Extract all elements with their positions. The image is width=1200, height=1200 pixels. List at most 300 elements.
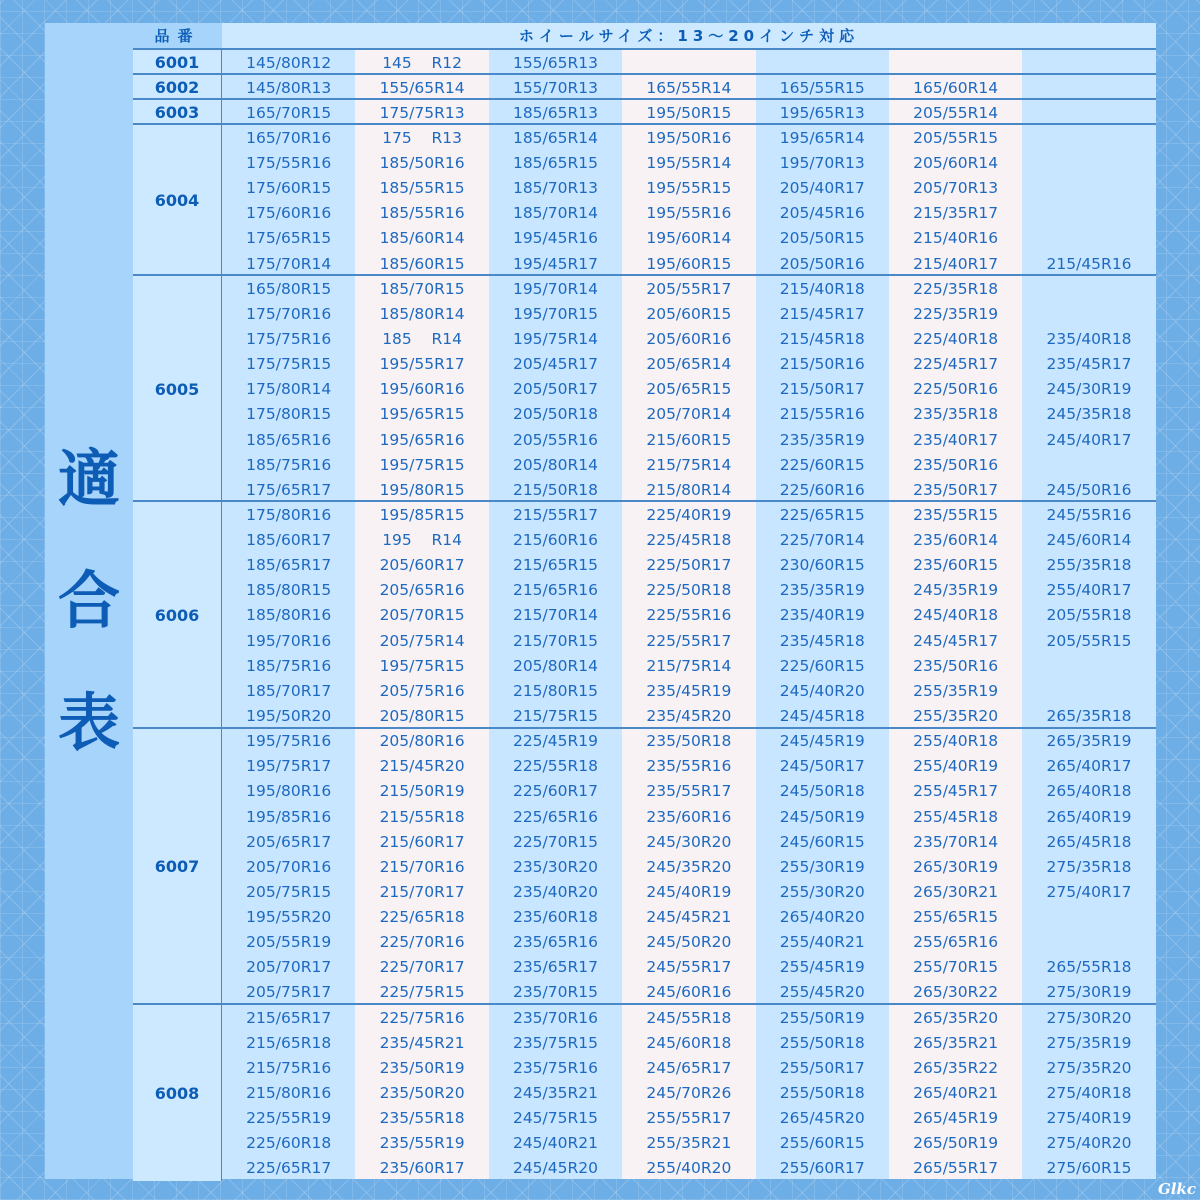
tire-size-cell: 235/60R18 bbox=[512, 908, 598, 927]
tire-size-cell: 265/35R22 bbox=[913, 1058, 999, 1077]
tire-size-cell: 255/35R18 bbox=[1046, 556, 1132, 575]
tire-size-cell: 255/55R17 bbox=[646, 1109, 732, 1128]
tire-size-cell: 235/60R14 bbox=[913, 531, 999, 550]
table-row bbox=[222, 980, 1156, 1005]
tire-size-cell: 235/40R20 bbox=[512, 882, 598, 901]
tire-size-cell: 225/60R18 bbox=[246, 1134, 332, 1153]
model-number: 6004 bbox=[133, 125, 222, 276]
tire-size-cell: 225/55R19 bbox=[246, 1109, 332, 1128]
tire-size-cell bbox=[889, 50, 1022, 75]
tire-size-cell bbox=[1022, 50, 1155, 75]
table-row bbox=[222, 678, 1156, 703]
tire-size-cell: 205/40R17 bbox=[779, 179, 865, 198]
tire-size-cell: 215/55R18 bbox=[379, 807, 465, 826]
tire-size-cell: 235/40R19 bbox=[779, 606, 865, 625]
tire-size-cell: 225/35R19 bbox=[913, 304, 999, 323]
tire-size-cell: 185/70R17 bbox=[246, 681, 332, 700]
tire-size-cell: 215/60R15 bbox=[646, 430, 732, 449]
tire-size-cell: 185/70R14 bbox=[512, 204, 598, 223]
tire-size-cell: 235/40R18 bbox=[1046, 330, 1132, 349]
model-number: 6005 bbox=[133, 276, 222, 502]
tire-size-cell: 215/55R17 bbox=[512, 505, 598, 524]
table-row bbox=[222, 226, 1156, 251]
tire-size-cell: 225/60R15 bbox=[779, 455, 865, 474]
tire-size-cell: 265/40R20 bbox=[779, 908, 865, 927]
tire-size-cell: 175/80R14 bbox=[246, 380, 332, 399]
tire-size-cell: 175/70R14 bbox=[246, 254, 332, 273]
tire-size-cell: 205/55R17 bbox=[646, 279, 732, 298]
compatibility-table bbox=[133, 23, 1156, 1179]
tire-size-cell: 225/60R16 bbox=[779, 480, 865, 499]
tire-size-cell: 205/55R19 bbox=[246, 933, 332, 952]
table-row bbox=[222, 553, 1156, 578]
tire-size-cell: 205/70R16 bbox=[246, 857, 332, 876]
tire-size-cell: 145/80R13 bbox=[246, 78, 332, 97]
tire-size-cell: 235/55R16 bbox=[646, 757, 732, 776]
tire-size-cell: 225/40R19 bbox=[646, 505, 732, 524]
tire-size-cell: 205/70R13 bbox=[913, 179, 999, 198]
tire-size-cell: 215/80R16 bbox=[246, 1084, 332, 1103]
tire-size-cell: 205/80R15 bbox=[379, 707, 465, 726]
tire-size-cell: 145 R12 bbox=[382, 53, 462, 72]
table-row bbox=[222, 151, 1156, 176]
tire-size-cell: 195/65R16 bbox=[379, 430, 465, 449]
tire-size-cell: 275/35R18 bbox=[1046, 857, 1132, 876]
tire-size-cell: 235/35R19 bbox=[779, 430, 865, 449]
brand-logo: Glkc bbox=[1157, 1180, 1196, 1198]
tire-size-cell: 275/35R19 bbox=[1046, 1033, 1132, 1052]
tire-size-cell: 275/40R20 bbox=[1046, 1134, 1132, 1153]
tire-size-cell: 225/75R16 bbox=[379, 1008, 465, 1027]
tire-size-cell: 165/80R15 bbox=[246, 279, 332, 298]
tire-size-cell: 195/60R15 bbox=[646, 254, 732, 273]
tire-size-cell: 195/50R20 bbox=[246, 707, 332, 726]
tire-size-cell: 255/40R17 bbox=[1046, 581, 1132, 600]
tire-size-cell: 225/35R18 bbox=[913, 279, 999, 298]
tire-size-cell: 195/55R15 bbox=[646, 179, 732, 198]
tire-size-cell: 215/50R18 bbox=[512, 480, 598, 499]
table-row bbox=[222, 477, 1156, 502]
tire-size-cell: 225/70R15 bbox=[512, 832, 598, 851]
tire-size-cell: 205/80R16 bbox=[379, 732, 465, 751]
tire-size-cell: 215/75R15 bbox=[512, 707, 598, 726]
tire-size-cell: 255/40R19 bbox=[913, 757, 999, 776]
tire-size-cell: 165/55R14 bbox=[646, 78, 732, 97]
tire-size-cell bbox=[1022, 452, 1155, 477]
tire-size-cell: 255/45R18 bbox=[913, 807, 999, 826]
tire-size-cell: 215/45R18 bbox=[779, 330, 865, 349]
tire-size-cell: 235/50R19 bbox=[379, 1058, 465, 1077]
tire-size-cell: 195/75R15 bbox=[379, 455, 465, 474]
model-column-header: 品番 bbox=[133, 23, 222, 48]
tire-size-cell: 275/30R19 bbox=[1046, 983, 1132, 1002]
tire-size-cell: 235/75R16 bbox=[512, 1058, 598, 1077]
tire-size-cell: 275/40R17 bbox=[1046, 882, 1132, 901]
tire-size-cell: 215/60R17 bbox=[379, 832, 465, 851]
tire-size-cell: 155/70R13 bbox=[512, 78, 598, 97]
tire-size-cell: 185/65R15 bbox=[512, 154, 598, 173]
page-title bbox=[45, 23, 133, 1179]
tire-size-cell: 195 R14 bbox=[382, 531, 462, 550]
tire-size-cell: 245/40R18 bbox=[913, 606, 999, 625]
model-number: 6007 bbox=[133, 729, 222, 1005]
tire-size-cell: 215/75R14 bbox=[646, 455, 732, 474]
table-row bbox=[222, 125, 1156, 150]
tire-size-cell: 230/60R15 bbox=[779, 556, 865, 575]
tire-size-cell: 205/45R17 bbox=[512, 355, 598, 374]
tire-size-cell bbox=[1022, 678, 1155, 703]
tire-size-cell: 235/60R17 bbox=[379, 1159, 465, 1178]
tire-size-cell: 205/80R14 bbox=[512, 656, 598, 675]
tire-size-cell: 255/70R15 bbox=[913, 958, 999, 977]
tire-size-cell: 235/45R19 bbox=[646, 681, 732, 700]
tire-size-cell: 215/40R16 bbox=[913, 229, 999, 248]
tire-size-cell: 205/55R16 bbox=[512, 430, 598, 449]
tire-size-cell: 255/50R18 bbox=[779, 1084, 865, 1103]
tire-size-cell: 235/50R20 bbox=[379, 1084, 465, 1103]
tire-size-cell: 145/80R12 bbox=[246, 53, 332, 72]
tire-size-cell: 165/55R15 bbox=[779, 78, 865, 97]
tire-size-cell: 225/45R18 bbox=[646, 531, 732, 550]
tire-size-cell: 215/65R18 bbox=[246, 1033, 332, 1052]
tire-size-cell: 215/50R16 bbox=[779, 355, 865, 374]
tire-size-cell: 175/55R16 bbox=[246, 154, 332, 173]
tire-size-cell: 185/70R13 bbox=[512, 179, 598, 198]
tire-size-cell: 225/60R17 bbox=[512, 782, 598, 801]
tire-size-cell: 225/70R14 bbox=[779, 531, 865, 550]
table-row bbox=[222, 578, 1156, 603]
tire-size-cell: 215/75R14 bbox=[646, 656, 732, 675]
table-row bbox=[222, 1106, 1156, 1131]
tire-size-cell: 225/50R16 bbox=[913, 380, 999, 399]
tire-size-cell: 215/55R16 bbox=[779, 405, 865, 424]
tire-size-cell: 215/70R16 bbox=[379, 857, 465, 876]
tire-size-cell: 235/35R19 bbox=[779, 581, 865, 600]
tire-size-cell: 245/60R15 bbox=[779, 832, 865, 851]
table-row bbox=[222, 1030, 1156, 1055]
tire-size-cell: 215/80R14 bbox=[646, 480, 732, 499]
tire-size-cell: 245/45R19 bbox=[779, 732, 865, 751]
tire-size-cell: 215/50R19 bbox=[379, 782, 465, 801]
tire-size-cell: 195/75R17 bbox=[246, 757, 332, 776]
model-group bbox=[133, 1003, 1156, 1181]
tire-size-cell: 265/55R18 bbox=[1046, 958, 1132, 977]
tire-size-cell bbox=[1022, 226, 1155, 251]
tire-size-cell: 225/65R15 bbox=[779, 505, 865, 524]
tire-size-cell: 225/40R18 bbox=[913, 330, 999, 349]
table-row bbox=[222, 301, 1156, 326]
tire-size-cell: 245/45R18 bbox=[779, 707, 865, 726]
tire-size-cell: 245/55R18 bbox=[646, 1008, 732, 1027]
tire-size-cell: 225/45R19 bbox=[512, 732, 598, 751]
model-group bbox=[133, 73, 1156, 100]
tire-size-cell: 205/75R15 bbox=[246, 882, 332, 901]
tire-size-cell: 265/55R17 bbox=[913, 1159, 999, 1178]
table-row bbox=[222, 955, 1156, 980]
tire-size-cell: 195/55R16 bbox=[646, 204, 732, 223]
tire-size-cell: 205/60R16 bbox=[646, 330, 732, 349]
table-row bbox=[222, 1005, 1156, 1030]
tire-size-cell: 195/70R14 bbox=[512, 279, 598, 298]
tire-size-cell: 255/30R19 bbox=[779, 857, 865, 876]
tire-size-cell: 245/40R20 bbox=[779, 681, 865, 700]
table-row bbox=[222, 427, 1156, 452]
tire-size-cell: 255/65R16 bbox=[913, 933, 999, 952]
tire-size-cell: 205/50R15 bbox=[779, 229, 865, 248]
tire-size-cell: 215/45R17 bbox=[779, 304, 865, 323]
tire-size-cell: 255/45R19 bbox=[779, 958, 865, 977]
tire-size-cell: 185/50R16 bbox=[379, 154, 465, 173]
tire-size-cell: 185/55R16 bbox=[379, 204, 465, 223]
tire-size-cell: 265/40R19 bbox=[1046, 807, 1132, 826]
tire-size-cell: 215/40R17 bbox=[913, 254, 999, 273]
tire-size-cell: 255/50R19 bbox=[779, 1008, 865, 1027]
tire-size-cell: 235/70R16 bbox=[512, 1008, 598, 1027]
tire-size-cell: 195/70R16 bbox=[246, 631, 332, 650]
title-char-1: 適 bbox=[57, 442, 120, 515]
tire-size-cell: 155/65R13 bbox=[512, 53, 598, 72]
tire-size-cell: 245/45R20 bbox=[512, 1159, 598, 1178]
tire-size-cell: 205/70R14 bbox=[646, 405, 732, 424]
tire-size-cell: 255/40R18 bbox=[913, 732, 999, 751]
tire-size-cell: 235/35R18 bbox=[913, 405, 999, 424]
tire-size-cell: 205/80R14 bbox=[512, 455, 598, 474]
tire-size-cell: 175/65R17 bbox=[246, 480, 332, 499]
table-row bbox=[222, 879, 1156, 904]
tire-size-cell: 215/70R17 bbox=[379, 882, 465, 901]
tire-size-cell: 235/65R16 bbox=[512, 933, 598, 952]
table-row bbox=[222, 75, 1156, 100]
tire-size-cell: 235/60R16 bbox=[646, 807, 732, 826]
tire-size-cell: 235/55R18 bbox=[379, 1109, 465, 1128]
tire-size-cell: 245/35R19 bbox=[913, 581, 999, 600]
tire-size-cell: 275/40R18 bbox=[1046, 1084, 1132, 1103]
tire-size-cell: 215/65R16 bbox=[512, 581, 598, 600]
tire-size-cell: 265/45R18 bbox=[1046, 832, 1132, 851]
tire-size-cell: 195/80R15 bbox=[379, 480, 465, 499]
tire-size-cell: 215/35R17 bbox=[913, 204, 999, 223]
tire-size-cell: 195/85R16 bbox=[246, 807, 332, 826]
tire-size-cell: 205/60R14 bbox=[913, 154, 999, 173]
table-row bbox=[222, 502, 1156, 527]
tire-size-cell: 265/50R19 bbox=[913, 1134, 999, 1153]
tire-size-cell: 245/55R17 bbox=[646, 958, 732, 977]
tire-size-cell: 225/65R16 bbox=[512, 807, 598, 826]
tire-size-cell: 195/65R14 bbox=[779, 128, 865, 147]
table-row bbox=[222, 1055, 1156, 1080]
tire-size-cell: 205/65R17 bbox=[246, 832, 332, 851]
tire-size-cell: 185/60R17 bbox=[246, 531, 332, 550]
tire-size-cell: 215/70R14 bbox=[512, 606, 598, 625]
tire-size-cell: 255/40R20 bbox=[646, 1159, 732, 1178]
tire-size-cell: 245/70R26 bbox=[646, 1084, 732, 1103]
tire-size-cell: 175/75R13 bbox=[379, 103, 465, 122]
title-char-2: 合 bbox=[57, 564, 120, 637]
tire-size-cell: 215/80R15 bbox=[512, 681, 598, 700]
tire-size-cell: 175/80R16 bbox=[246, 505, 332, 524]
tire-size-cell: 265/35R21 bbox=[913, 1033, 999, 1052]
tire-size-cell: 215/40R18 bbox=[779, 279, 865, 298]
tire-size-cell: 235/45R18 bbox=[779, 631, 865, 650]
tire-size-cell: 195/50R15 bbox=[646, 103, 732, 122]
tire-size-cell: 215/70R15 bbox=[512, 631, 598, 650]
model-number: 6006 bbox=[133, 502, 222, 728]
tire-size-cell: 265/35R20 bbox=[913, 1008, 999, 1027]
table-row bbox=[222, 779, 1156, 804]
tire-size-cell: 195/55R14 bbox=[646, 154, 732, 173]
tire-size-cell: 195/65R15 bbox=[379, 405, 465, 424]
wheel-size-header: ホイールサイズ：13～20インチ対応 bbox=[222, 23, 1156, 48]
tire-size-cell: 225/70R16 bbox=[379, 933, 465, 952]
tire-size-cell: 225/55R18 bbox=[512, 757, 598, 776]
tire-size-cell: 195/85R15 bbox=[379, 505, 465, 524]
tire-size-cell: 245/40R17 bbox=[1046, 430, 1132, 449]
table-row bbox=[222, 402, 1156, 427]
table-row bbox=[222, 804, 1156, 829]
table-row bbox=[222, 352, 1156, 377]
tire-size-cell: 265/45R20 bbox=[779, 1109, 865, 1128]
tire-size-cell: 275/30R20 bbox=[1046, 1008, 1132, 1027]
tire-size-cell: 235/45R20 bbox=[646, 707, 732, 726]
tire-size-cell: 175/60R16 bbox=[246, 204, 332, 223]
tire-size-cell: 245/45R17 bbox=[913, 631, 999, 650]
table-row bbox=[222, 905, 1156, 930]
tire-size-cell: 195/50R16 bbox=[646, 128, 732, 147]
tire-size-cell: 245/40R21 bbox=[512, 1134, 598, 1153]
tire-size-cell: 205/65R15 bbox=[646, 380, 732, 399]
tire-size-cell: 185/70R15 bbox=[379, 279, 465, 298]
tire-size-cell: 265/40R18 bbox=[1046, 782, 1132, 801]
tire-size-cell: 205/60R15 bbox=[646, 304, 732, 323]
model-number: 6001 bbox=[133, 50, 222, 75]
tire-size-cell: 245/60R16 bbox=[646, 983, 732, 1002]
table-row bbox=[222, 653, 1156, 678]
tire-size-cell: 185/80R15 bbox=[246, 581, 332, 600]
tire-size-cell bbox=[1022, 125, 1155, 150]
tire-size-cell: 205/60R17 bbox=[379, 556, 465, 575]
tire-size-cell: 185 R14 bbox=[382, 330, 462, 349]
table-row bbox=[222, 754, 1156, 779]
tire-size-cell: 185/55R15 bbox=[379, 179, 465, 198]
tire-size-cell: 265/40R17 bbox=[1046, 757, 1132, 776]
tire-size-cell: 185/65R13 bbox=[512, 103, 598, 122]
tire-size-cell bbox=[1022, 75, 1155, 100]
tire-size-cell: 225/70R17 bbox=[379, 958, 465, 977]
model-number: 6008 bbox=[133, 1005, 222, 1181]
tire-size-cell: 265/45R19 bbox=[913, 1109, 999, 1128]
tire-size-cell: 155/65R14 bbox=[379, 78, 465, 97]
tire-size-cell bbox=[756, 50, 889, 75]
tire-size-cell: 185/65R17 bbox=[246, 556, 332, 575]
tire-size-cell: 255/35R20 bbox=[913, 707, 999, 726]
tire-size-cell: 245/75R15 bbox=[512, 1109, 598, 1128]
tire-size-cell: 185/80R14 bbox=[379, 304, 465, 323]
tire-size-cell: 255/45R17 bbox=[913, 782, 999, 801]
tire-size-cell: 195/55R20 bbox=[246, 908, 332, 927]
tire-size-cell: 205/75R17 bbox=[246, 983, 332, 1002]
tire-size-cell: 235/55R19 bbox=[379, 1134, 465, 1153]
tire-size-cell bbox=[1022, 276, 1155, 301]
model-number: 6003 bbox=[133, 100, 222, 125]
tire-size-cell: 175/75R16 bbox=[246, 330, 332, 349]
model-group bbox=[133, 98, 1156, 125]
tire-size-cell: 235/65R17 bbox=[512, 958, 598, 977]
tire-size-cell: 245/45R21 bbox=[646, 908, 732, 927]
tire-size-cell: 245/60R14 bbox=[1046, 531, 1132, 550]
tire-size-cell: 205/45R16 bbox=[779, 204, 865, 223]
tire-size-cell: 195/60R16 bbox=[379, 380, 465, 399]
table-row bbox=[222, 276, 1156, 301]
tire-size-cell: 275/40R19 bbox=[1046, 1109, 1132, 1128]
tire-size-cell: 235/55R17 bbox=[646, 782, 732, 801]
table-row bbox=[222, 326, 1156, 351]
tire-size-cell: 225/65R18 bbox=[379, 908, 465, 927]
tire-size-cell: 245/60R18 bbox=[646, 1033, 732, 1052]
tire-size-cell: 255/50R18 bbox=[779, 1033, 865, 1052]
tire-size-cell: 205/65R14 bbox=[646, 355, 732, 374]
tire-size-cell: 255/35R19 bbox=[913, 681, 999, 700]
table-row bbox=[222, 1080, 1156, 1105]
tire-size-cell: 235/45R21 bbox=[379, 1033, 465, 1052]
tire-size-cell: 265/30R21 bbox=[913, 882, 999, 901]
title-char-3: 表 bbox=[57, 686, 120, 759]
table-row bbox=[222, 377, 1156, 402]
tire-size-cell: 225/50R17 bbox=[646, 556, 732, 575]
tire-size-cell: 205/75R16 bbox=[379, 681, 465, 700]
tire-size-cell: 205/75R14 bbox=[379, 631, 465, 650]
tire-size-cell: 245/30R19 bbox=[1046, 380, 1132, 399]
tire-size-cell: 195/75R15 bbox=[379, 656, 465, 675]
tire-size-cell: 195/45R17 bbox=[512, 254, 598, 273]
tire-size-cell: 255/60R17 bbox=[779, 1159, 865, 1178]
tire-size-cell: 185/65R16 bbox=[246, 430, 332, 449]
tire-size-cell: 195/80R16 bbox=[246, 782, 332, 801]
tire-size-cell: 225/55R17 bbox=[646, 631, 732, 650]
tire-size-cell: 205/50R17 bbox=[512, 380, 598, 399]
tire-size-cell: 185/75R16 bbox=[246, 656, 332, 675]
tire-size-cell: 185/80R16 bbox=[246, 606, 332, 625]
table-row bbox=[222, 930, 1156, 955]
tire-size-cell: 205/65R16 bbox=[379, 581, 465, 600]
tire-size-cell bbox=[1022, 905, 1155, 930]
tire-size-cell: 205/70R15 bbox=[379, 606, 465, 625]
tire-size-cell: 235/70R14 bbox=[913, 832, 999, 851]
tire-size-cell: 205/55R15 bbox=[1046, 631, 1132, 650]
tire-size-cell: 235/50R17 bbox=[913, 480, 999, 499]
tire-size-cell: 205/50R16 bbox=[779, 254, 865, 273]
model-group bbox=[133, 500, 1156, 728]
tire-size-cell: 255/65R15 bbox=[913, 908, 999, 927]
tire-size-cell: 245/35R20 bbox=[646, 857, 732, 876]
table-row bbox=[222, 100, 1156, 125]
tire-size-cell: 205/55R15 bbox=[913, 128, 999, 147]
tire-size-cell: 235/70R15 bbox=[512, 983, 598, 1002]
table-row bbox=[222, 452, 1156, 477]
tire-size-cell: 235/60R15 bbox=[913, 556, 999, 575]
table-row bbox=[222, 603, 1156, 628]
model-group bbox=[133, 48, 1156, 75]
tire-size-cell bbox=[1022, 176, 1155, 201]
tire-size-cell: 265/30R19 bbox=[913, 857, 999, 876]
table-row bbox=[222, 176, 1156, 201]
tire-size-cell: 235/50R16 bbox=[913, 455, 999, 474]
tire-size-cell: 215/75R16 bbox=[246, 1058, 332, 1077]
tire-size-cell: 245/30R20 bbox=[646, 832, 732, 851]
tire-size-cell: 245/50R16 bbox=[1046, 480, 1132, 499]
tire-size-cell: 215/65R15 bbox=[512, 556, 598, 575]
tire-size-cell: 215/50R17 bbox=[779, 380, 865, 399]
tire-size-cell: 265/35R19 bbox=[1046, 732, 1132, 751]
